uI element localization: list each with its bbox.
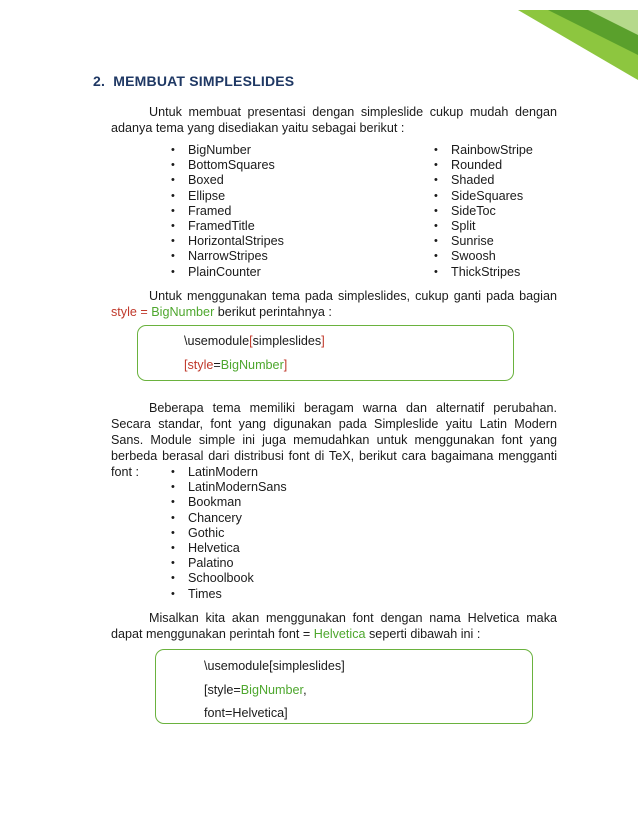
font-list-item: • Palatino (171, 556, 287, 571)
code-line-style-2: [style=BigNumber, (204, 683, 307, 697)
code-block-font (155, 649, 533, 724)
theme-list-item: • SideSquares (434, 189, 533, 204)
font-list-item: • Schoolbook (171, 571, 287, 586)
helvetica-paragraph-tail: seperti dibawah ini : (365, 627, 481, 641)
fonts-list (171, 465, 287, 602)
code-block-theme (137, 325, 514, 381)
code-line-font: font=Helvetica] (204, 706, 288, 720)
style-value: BigNumber (151, 305, 215, 319)
section-heading (93, 73, 294, 89)
code-line-usemodule-2: \usemodule[simpleslides] (204, 659, 345, 673)
font-list-item: • LatinModernSans (171, 480, 287, 495)
theme-list-item: • Swoosh (434, 249, 533, 264)
theme-list-item: • Shaded (434, 173, 533, 188)
code-line-usemodule: \usemodule[simpleslides] (184, 334, 325, 348)
themes-list-right (434, 143, 533, 280)
style-paragraph-tail: berikut perintahnya : (214, 305, 332, 319)
theme-list-item: • Split (434, 219, 533, 234)
style-paragraph-text: Untuk menggunakan tema pada simpleslides, cukup ganti pada bagian (149, 289, 557, 303)
section-title: MEMBUAT SIMPLESLIDES (113, 73, 295, 89)
theme-list-item: • ThickStripes (434, 265, 533, 280)
theme-list-item: • BigNumber (171, 143, 284, 158)
theme-list-item: • BottomSquares (171, 158, 284, 173)
theme-list-item: • NarrowStripes (171, 249, 284, 264)
style-keyword: style (111, 305, 137, 319)
theme-list-item: • FramedTitle (171, 219, 284, 234)
theme-list-item: • SideToc (434, 204, 533, 219)
font-paragraph: Beberapa tema memiliki beragam warna dan alternatif perubahan. Secara standar, font yang digunakan pada Simpleslide yaitu Latin Modern Sans. Module simple ini juga memudahkan untuk menggunakan font yang berbeda berasal dari distribusi font di TeX, berikut cara bagaimana mengganti font : (111, 401, 557, 479)
theme-list-item: • Ellipse (171, 189, 284, 204)
font-list-item: • Helvetica (171, 541, 287, 556)
theme-list-item: • Sunrise (434, 234, 533, 249)
helvetica-paragraph-text: Misalkan kita akan menggunakan font dengan nama Helvetica maka dapat menggunakan perintah font = (111, 611, 557, 641)
themes-list-left (171, 143, 284, 280)
intro-paragraph: Untuk membuat presentasi dengan simpleslide cukup mudah dengan adanya tema yang disediakan yaitu sebagai berikut : (111, 105, 557, 135)
font-list-item: • Bookman (171, 495, 287, 510)
font-list-item: • LatinModern (171, 465, 287, 480)
style-equals: = (136, 305, 152, 319)
theme-list-item: • Boxed (171, 173, 284, 188)
theme-list-item: • HorizontalStripes (171, 234, 284, 249)
corner-decoration (518, 0, 638, 80)
section-number: 2. (93, 73, 106, 89)
font-list-item: • Chancery (171, 511, 287, 526)
helvetica-paragraph (111, 610, 557, 642)
theme-list-item: • Rounded (434, 158, 533, 173)
style-paragraph (111, 288, 557, 320)
font-list-item: • Times (171, 587, 287, 602)
theme-list-item: • Framed (171, 204, 284, 219)
code-line-style: [style=BigNumber] (184, 358, 288, 372)
theme-list-item: • RainbowStripe (434, 143, 533, 158)
theme-list-item: • PlainCounter (171, 265, 284, 280)
font-list-item: • Gothic (171, 526, 287, 541)
helvetica-keyword: Helvetica (313, 627, 366, 641)
